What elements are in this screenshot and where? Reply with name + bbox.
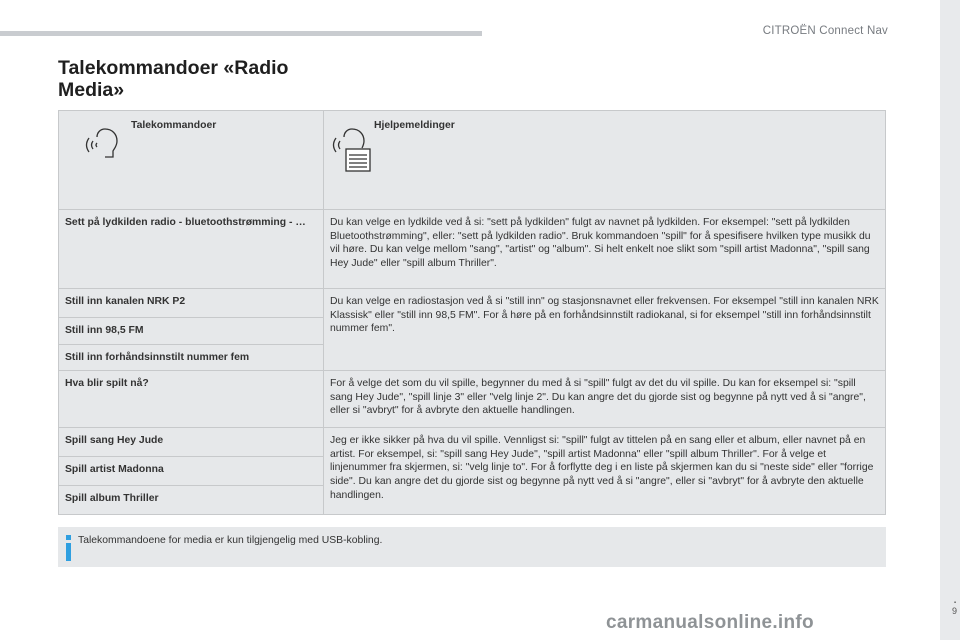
command-cell: Hva blir spilt nå? (59, 371, 324, 428)
voice-commands-table (58, 110, 886, 515)
header-cell-commands (59, 111, 324, 210)
info-icon (64, 535, 73, 561)
help-cell: Du kan velge en radiostasjon ved å si "still inn" og stasjonsnavnet eller frekvensen. For eksempel "still inn kanalen NRK Klassisk" eller "still inn 98,5 FM". For å høre på en forhåndsinnstilt radiokanal, si for eksempel "still inn forhåndsinnstilt nummer fem". (324, 289, 886, 371)
info-note-text: Talekommandoene for media er kun tilgjengelig med USB-kobling. (78, 535, 383, 546)
command-cell: Still inn forhåndsinnstilt nummer fem (59, 344, 324, 371)
column-header-commands: Talekommandoer (131, 120, 217, 131)
help-cell: Jeg er ikke sikker på hva du vil spille. Vennligst si: "spill" fulgt av tittelen på en sang eller et album, eller navnet på en artist. For eksempel, si: "spill sang Hey Jude", "spill artist Madonna" eller "spill album Thriller". For å velge et linjenummer fra skjermen, si: "velg linje to". For å forflytte deg i en liste på skjermen kan du si "neste side" eller "forrige side". Du kan angre det du gjorde sist og begynne på nytt ved å si "angre", eller si "avbryt" for å avbryte den aktuelle handlingen. (324, 428, 886, 515)
info-note (58, 527, 886, 567)
brand-label: CITROËN Connect Nav (762, 25, 888, 37)
command-cell: Spill artist Madonna (59, 457, 324, 486)
column-header-help: Hjelpemeldinger (374, 120, 455, 131)
command-cell: Sett på lydkilden radio - bluetoothstrømming - … (59, 210, 324, 289)
page-number: 9 (951, 606, 957, 616)
table-row (59, 371, 886, 428)
table-header-row (59, 111, 886, 210)
header-rule (0, 31, 482, 36)
table-row (59, 289, 886, 318)
table-row (59, 428, 886, 457)
page-dot: . (953, 590, 957, 606)
watermark: carmanualsonline.info (606, 612, 814, 633)
help-cell: Du kan velge en lydkilde ved å si: "sett på lydkilden" fulgt av navnet på lydkilden. For eksempel: "sett på lydkilden Bluetoothstrømming", eller: "sett på lydkilden radio". Bruk kommandoen "spill" for å spesifisere hvilken type musikk du vil høre. Du kan velge mellom "sang", "artist" og "album". Si helt enkelt noe slikt som "spill artist Madonna", "spill sang Hey Jude" eller "spill album Thriller". (324, 210, 886, 289)
header-cell-help (324, 111, 886, 210)
help-cell: For å velge det som du vil spille, begynner du med å si "spill" fulgt av det du vil spille. Du kan for eksempel si: "spill sang Hey Jude", "spill linje 3" eller "velg linje 2". Du kan angre det du gjorde sist og begynne på nytt ved å si "angre", eller si "avbryt" for å avbryte den aktuelle handlingen. (324, 371, 886, 428)
command-cell: Spill album Thriller (59, 486, 324, 515)
voice-command-icon (85, 125, 121, 159)
command-cell: Still inn kanalen NRK P2 (59, 289, 324, 318)
command-cell: Still inn 98,5 FM (59, 318, 324, 345)
command-cell: Spill sang Hey Jude (59, 428, 324, 457)
page-title: Talekommandoer «Radio Media» (58, 57, 289, 101)
help-message-icon (330, 125, 372, 173)
table-row (59, 210, 886, 289)
page-edge-bar (940, 0, 960, 640)
